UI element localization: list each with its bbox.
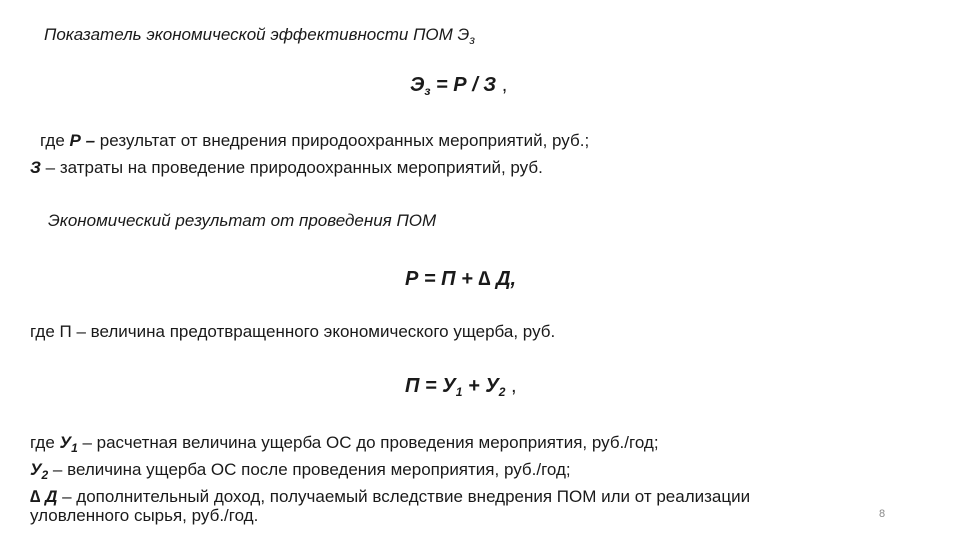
definition-costs-symbol: З xyxy=(30,158,41,177)
definition-damage-after xyxy=(30,459,571,486)
formula-efficiency-lhs-sub: з xyxy=(424,84,431,98)
definition-additional-income-symbol: ∆ Д xyxy=(30,487,58,506)
page-number: 8 xyxy=(879,508,886,520)
definition-damage-before-text: – расчетная величина ущерба ОС до проведения мероприятия, руб./год; xyxy=(77,433,659,452)
definition-additional-income-cont: уловленного сырья, руб./год. xyxy=(30,506,259,525)
definition-result-prefix: где xyxy=(40,131,70,150)
definition-damage-before-prefix: где xyxy=(30,433,60,452)
heading-economic-result: Экономический результат от проведения ПОМ xyxy=(48,211,437,230)
definition-damage-after-sub: 2 xyxy=(41,468,49,482)
formula-efficiency-tail: , xyxy=(496,74,508,96)
heading-efficiency xyxy=(44,24,475,51)
definition-costs-text: – затраты на проведение природоохранных мероприятий, руб. xyxy=(40,158,543,177)
definition-result-symbol: Р – xyxy=(69,131,96,150)
formula-efficiency xyxy=(410,74,507,102)
definition-result xyxy=(40,130,589,152)
formula-efficiency-rhs: = Р / З xyxy=(430,74,497,96)
heading-efficiency-text: Показатель экономической эффективности ПОМ Э xyxy=(44,25,470,44)
definition-damage-before-symbol: У xyxy=(59,433,72,452)
definition-damage-before xyxy=(30,432,659,459)
formula-prevented-damage-b: + У xyxy=(462,375,499,397)
definition-damage-before-sub: 1 xyxy=(71,441,78,455)
formula-efficiency-lhs: Э xyxy=(410,74,425,96)
heading-efficiency-sub: з xyxy=(469,33,475,47)
definition-result-text: результат от внедрения природоохранных мероприятий, руб.; xyxy=(95,131,590,150)
formula-prevented-damage-tail: , xyxy=(505,375,517,397)
definition-costs xyxy=(30,157,543,179)
definition-damage-after-symbol: У xyxy=(30,460,42,479)
formula-prevented-damage-a-sub: 1 xyxy=(455,385,463,399)
formula-prevented-damage xyxy=(405,375,517,403)
definition-prevented-damage: где П – величина предотвращенного экономического ущерба, руб. xyxy=(30,322,556,341)
formula-prevented-damage-a: П = У xyxy=(405,375,456,397)
definition-damage-after-text: – величина ущерба ОС после проведения мероприятия, руб./год; xyxy=(48,460,571,479)
formula-economic-result: Р = П + ∆ Д, xyxy=(405,268,517,290)
formula-prevented-damage-b-sub: 2 xyxy=(498,385,506,399)
definition-additional-income-text: – дополнительный доход, получаемый вследствие внедрения ПОМ или от реализации xyxy=(57,487,751,506)
